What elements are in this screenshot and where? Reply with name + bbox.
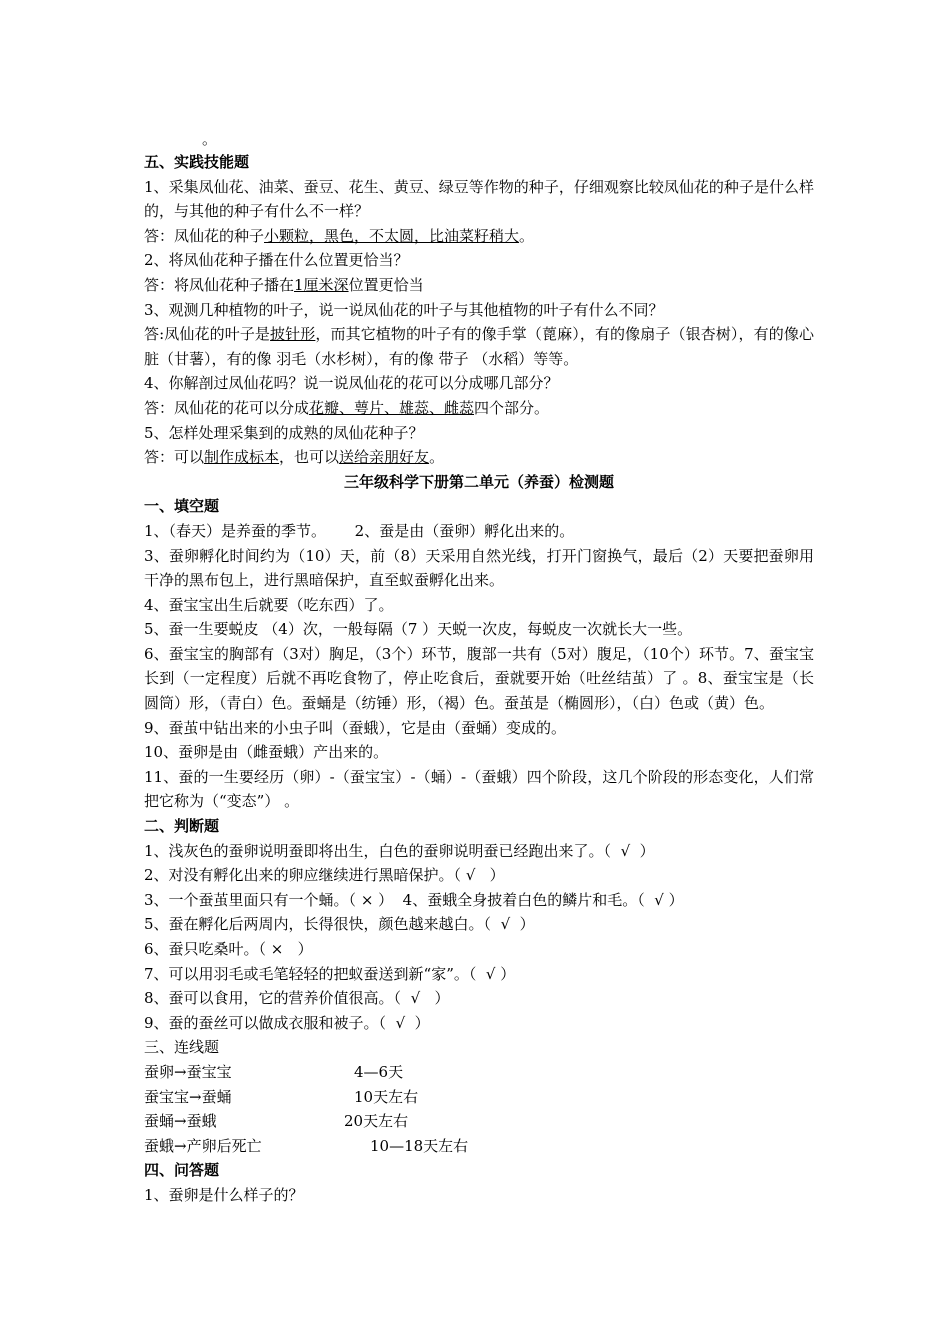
- answer-underlined: 小颗粒，黑色，不太圆，比油菜籽稍大: [264, 226, 520, 245]
- sec5-question-3: 3、观测几种植物的叶子，说一说凤仙花的叶子与其他植物的叶子有什么不同？: [144, 300, 664, 319]
- fill-item: 10、蚕卵是由（雌蚕蛾）产出来的。: [144, 743, 389, 762]
- sec5-answer-5: [144, 445, 814, 470]
- answer-text: 答：可以: [144, 448, 205, 467]
- answer-underlined: 披针形: [270, 325, 316, 344]
- answer-text: 答：将凤仙花种子播在: [144, 275, 295, 294]
- sec5-answer-3: [144, 322, 814, 371]
- answer-underlined: 送给亲朋好友: [339, 448, 430, 467]
- document-page: [144, 128, 814, 1208]
- fill-item: 5、蚕一生要蜕皮 （4）次，一般每隔（7 ）天蜕一次皮，每蜕皮一次就长大一些。: [144, 620, 693, 639]
- answer-underlined: 花瓣、萼片、雄蕊、雌蕊: [309, 398, 475, 417]
- judge-item: 3、一个蚕茧里面只有一个蛹。（ × ） 4、蚕蛾全身披着白色的鳞片和毛。（ √ ）: [144, 890, 684, 909]
- match-right: 10天左右: [354, 1087, 419, 1106]
- answer-underlined: 1厘米深: [294, 275, 349, 294]
- fill-item: 4、蚕宝宝出生后就要（吃东西）了。: [144, 595, 394, 614]
- match-left: 蚕蛾→产卵后死亡: [144, 1136, 262, 1155]
- answer-text: ，也可以: [279, 448, 340, 467]
- answer-text: 答：凤仙花的花可以分成: [144, 398, 310, 417]
- match-row: [144, 1109, 814, 1134]
- sec5-answer-4: [144, 396, 814, 421]
- judge-item: 5、蚕在孵化后两周内，长得很快，颜色越来越白。（ √ ）: [144, 915, 535, 934]
- match-right: 10—18天左右: [370, 1136, 469, 1155]
- match-right: 4—6天: [354, 1062, 404, 1081]
- answer-text: 四个部分。: [474, 398, 550, 417]
- sec5-question-1: 1、采集凤仙花、油菜、蚕豆、花生、黄豆、绿豆等作物的种子，仔细观察比较凤仙花的种子是什么样的，与其他的种子有什么不一样？: [144, 177, 814, 221]
- judge-item: 1、浅灰色的蚕卵说明蚕即将出生，白色的蚕卵说明蚕已经跑出来了。（ √ ）: [144, 841, 655, 860]
- judge-title: 二、判断题: [144, 817, 220, 836]
- unit-title: 三年级科学下册第二单元（养蚕）检测题: [343, 472, 614, 491]
- match-right: 20天左右: [344, 1112, 409, 1131]
- sec5-answer-1: [144, 224, 814, 249]
- answer-text: 位置更恰当: [348, 275, 424, 294]
- answer-text: 答:凤仙花的叶子是: [144, 325, 271, 344]
- match-row: [144, 1060, 814, 1085]
- sec5-question-2: 2、将凤仙花种子播在什么位置更恰当？: [144, 251, 409, 270]
- answer-underlined: 制作成标本: [204, 448, 280, 467]
- fill-item: 11、蚕的一生要经历（卵）-（蚕宝宝）-（蛹）-（蚕蛾）四个阶段，这几个阶段的形态变化，人们常把它称为（“变态”） 。: [144, 767, 814, 811]
- qa-question-1: 1、蚕卵是什么样子的？: [144, 1185, 304, 1204]
- answer-text: 答：凤仙花的种子: [144, 226, 265, 245]
- judge-item: 7、可以用羽毛或毛笔轻轻的把蚁蚕送到新“家”。（ √ ）: [144, 964, 516, 983]
- answer-text: 。: [429, 448, 445, 467]
- sec5-answer-2: [144, 273, 814, 298]
- answer-text: 。: [519, 226, 535, 245]
- judge-item: 2、对没有孵化出来的卵应继续进行黑暗保护。（ √ ）: [144, 866, 505, 885]
- section5-title: 五、实践技能题: [144, 153, 250, 171]
- fill-title: 一、填空题: [144, 497, 220, 516]
- fill-item: 3、蚕卵孵化时间约为（10）天，前（8）天采用自然光线，打开门窗换气，最后（2）天要把蚕卵用干净的黑布包上，进行黑暗保护，直至蚁蚕孵化出来。: [144, 546, 814, 590]
- match-left: 蚕蛹→蚕蛾: [144, 1112, 217, 1131]
- judge-item: 8、蚕可以食用，它的营养价值很高。（ √ ）: [144, 989, 450, 1008]
- match-left: 蚕卵→蚕宝宝: [144, 1062, 232, 1081]
- fill-item: 6、蚕宝宝的胸部有（3对）胸足，（3个）环节，腹部一共有（5对）腹足，（10个）环节。7、蚕宝宝长到（一定程度）后就不再吃食物了，停止吃食后，蚕就要开始（吐丝结茧）了 。8、蚕宝宝是（长圆筒）形，（青白）色。蚕蛹是（纺锤）形，（褐）色。蚕茧是（椭圆形），（白）色或（黄）色。: [144, 644, 814, 713]
- match-row: [144, 1134, 814, 1159]
- judge-item: 9、蚕的蚕丝可以做成衣服和被子。（ √ ）: [144, 1013, 430, 1032]
- answer-text: ，而其它植物的叶子有的像手掌（蓖麻），有的像扇子（银杏树），有的像心脏（甘薯），有的像 羽毛（水杉树），有的像 带子 （水稻）等等。: [144, 325, 814, 368]
- match-left: 蚕宝宝→蚕蛹: [144, 1087, 232, 1106]
- match-row: [144, 1085, 814, 1110]
- qa-title: 四、问答题: [144, 1161, 220, 1180]
- match-title: 三、连线题: [144, 1038, 220, 1057]
- sec5-question-4: 4、你解剖过凤仙花吗？说一说凤仙花的花可以分成哪几部分？: [144, 374, 559, 393]
- stray-period: 。: [202, 130, 218, 148]
- judge-item: 6、蚕只吃桑叶。（ × ）: [144, 940, 313, 958]
- fill-item: 1、（春天）是养蚕的季节。 2、蚕是由（蚕卵）孵化出来的。: [144, 521, 575, 540]
- fill-item: 9、蚕茧中钻出来的小虫子叫（蚕蛾），它是由（蚕蛹）变成的。: [144, 718, 567, 737]
- sec5-question-5: 5、怎样处理采集到的成熟的凤仙花种子？: [144, 423, 424, 442]
